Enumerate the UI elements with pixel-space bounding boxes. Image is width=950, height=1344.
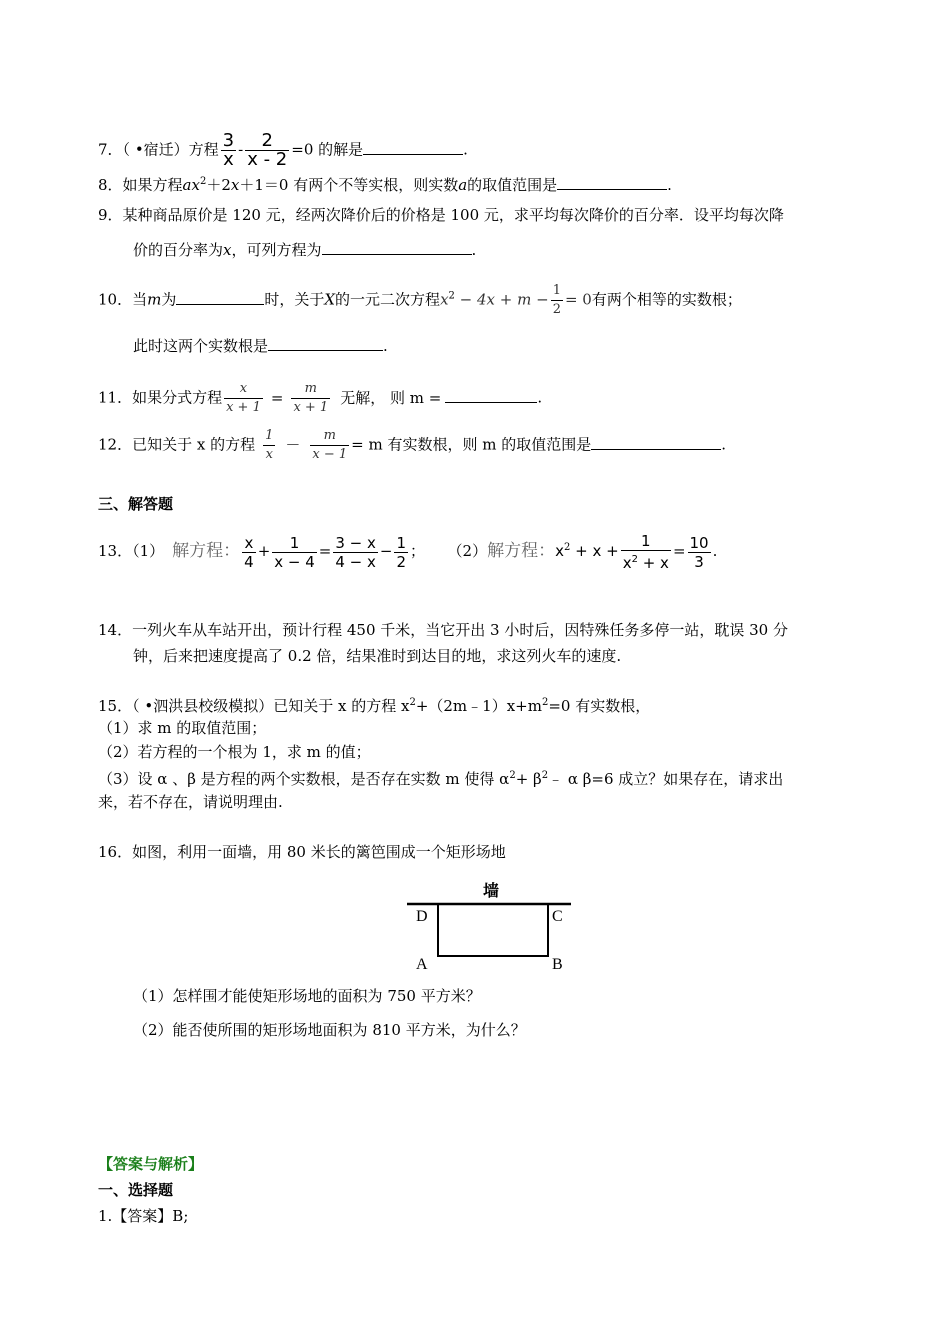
q11-number: 11．如果分式方程 [98,388,223,407]
q15-sub-3a: （3）设 α 、β 是方程的两个实数根，是否存在实数 m 使得 α [98,770,510,788]
q13-g-den [621,551,671,572]
q15-sub-3b: + β [515,770,542,788]
answer-1 [98,1206,188,1226]
q10-eq-b: − 4x + m − [454,290,549,309]
question-12 [98,427,726,464]
q7-f1-den: x [223,149,234,170]
wall-label: 墙 [482,881,500,900]
q13-g-den-b: + x [637,554,669,572]
q10-when: 时，关于 [264,290,325,309]
q13-p1-label: 解方程： [172,541,241,561]
question-10-line-1 [98,282,742,319]
question-14-line-1 [98,620,788,640]
q9-answer-blank[interactable] [322,240,472,255]
q13-h-den: 3 [694,552,704,571]
label-C: C [552,908,563,925]
q11-rest: 无解， 则 m = [340,388,442,407]
q13-p2-label: 解方程： [487,541,556,561]
q12-fraction-1 [263,427,275,464]
q8-rest: ＋1＝0 有两个不等实根，则实数 [239,176,459,194]
q12-end: . [721,435,727,454]
q11-f2-den: x + 1 [293,400,329,415]
q11-end: . [537,388,543,407]
q15-sub-3-sup-1: 2 [509,770,516,781]
q13-b-den: x − 4 [274,552,315,571]
question-8 [98,172,672,195]
q10-var-X: X [324,290,336,309]
q13-d-num: 1 [396,533,407,552]
question-7 [98,132,468,169]
q10-f-den: 2 [552,302,561,317]
q8-sup: 2 [199,176,207,187]
q11-f1-den: x + 1 [226,400,261,415]
q7-suffix: =0 的解是 [291,140,364,159]
q9-line-1: 9．某种商品原价是 120 元，经两次降价后的价格是 100 元，求平均每次降价的百分率．设平均每次降 [98,206,784,224]
q10-eq-text: 的一元二次方程 [335,290,441,309]
question-9-line-2 [133,240,476,260]
q13-g-den-sup: 2 [631,554,638,565]
q15-line-1c: =0 有实数根， [548,697,651,715]
q13-frac-d [394,534,408,571]
q10-number: 10．当 [98,290,148,309]
q8-x: x [230,176,240,194]
q13-b-num: 1 [272,534,317,553]
q12-f2-den: x − 1 [312,447,348,462]
question-15-sub-1 [98,718,266,738]
q7-end: . [463,140,468,159]
q9-end: . [471,241,477,259]
label-A: A [416,956,428,973]
question-9-line-1 [98,205,784,225]
answers-header [98,1154,203,1174]
question-13 [98,532,717,572]
q8-mid: ＋2 [206,176,231,194]
q9-line-2a: 价的百分率为 [133,241,224,259]
q10-answer-blank-1[interactable] [176,290,264,305]
q7-f2-den: x - 2 [247,149,288,170]
q7-number: 7． [98,140,123,159]
answer-1-text: 1.【答案】B; [98,1207,189,1225]
question-15-sub-2 [98,742,371,762]
q10-var-m: m [147,290,162,309]
q7-minus: - [238,140,244,159]
q15-sub-3-cont-text: 来，若不存在，请说明理由. [98,793,283,811]
rectangle-wall-diagram [405,876,575,976]
q13-g-num: 1 [621,532,671,551]
q16-sub-1-text: （1）怎样围才能使矩形场地的面积为 750 平方米？ [133,987,481,1005]
question-15-sub-3 [98,766,783,789]
question-14-line-2 [133,646,621,666]
q7-prefix: （ •宿迁）方程 [122,140,219,159]
q15-sub-3c: ﹣ α β=6 成立？如果存在，请求出 [548,770,784,788]
q10-wei: 为 [161,290,177,309]
q13-e-a: x [555,542,564,560]
q7-fraction-1 [221,132,236,169]
question-16-sub-1 [133,986,481,1006]
q13-g-den-a: x [622,554,632,572]
q9-var-x: x [223,241,232,259]
q13-frac-b [272,534,317,571]
q7-f1-num: 3 [222,130,235,151]
q15-line-1b: +（2m﹣1）x+m [415,697,542,715]
q12-f1-num: 1 [263,427,275,446]
q13-p2-number: （2） [455,542,488,560]
q10-fraction [551,282,563,319]
q12-minus: － [285,435,301,454]
q7-f2-num: 2 [245,132,289,151]
q15-line-1a: 15．（ •泗洪县校级模拟）已知关于 x 的方程 x [98,697,410,715]
q8-var-a: a [458,176,468,194]
question-15-line-1 [98,693,650,716]
q16-sub-2-text: （2）能否使所围的矩形场地面积为 810 平方米，为什么？ [133,1021,526,1039]
q12-number: 12．已知关于 x 的方程 [98,435,256,454]
answers-section-1-text: 一、选择题 [98,1181,174,1199]
q12-f1-den: x [265,447,273,462]
label-D: D [416,908,428,925]
q13-plus: + [257,542,271,560]
q15-sub-3-sup-2: 2 [541,770,549,781]
q16-line-1: 16．如图，利用一面墙，用 80 米长的篱笆围成一个矩形场地 [98,843,506,861]
q11-f2-num: m [291,380,330,399]
q11-fraction-1 [224,380,263,417]
q11-fraction-2 [291,380,330,417]
q10-line-2: 此时这两个实数根是 [133,337,269,355]
section-3-title-text: 三、解答题 [98,495,174,513]
q13-d-den: 2 [396,552,407,571]
q9-line-2b: ，可列方程为 [231,241,322,259]
q13-e-sup: 2 [563,542,571,553]
q10-f-num: 1 [551,282,563,301]
q14-line-2: 钟，后来把速度提高了 0.2 倍，结果准时到达目的地，求这列火车的速度. [133,647,622,665]
q15-sup-1: 2 [409,697,416,708]
q14-line-1: 14．一列火车从车站开出，预计行程 450 千米，当它开出 3 小时后，因特殊任务多停一站，耽误 30 分 [98,621,788,639]
question-16-sub-2 [133,1020,526,1040]
q8-end: . [667,176,672,194]
q13-a-num: x [242,534,256,553]
question-10-line-2 [133,336,388,356]
q10-eq-c: = 0 [564,290,592,309]
q12-rest: = m 有实数根，则 m 的取值范围是 [351,435,592,454]
q10-eq-sup: 2 [448,290,455,302]
q13-eq-2: = [672,542,686,560]
q12-f2-num: m [310,427,349,446]
q13-c-den: 4 − x [335,552,376,571]
answers-header-text: 【答案与解析】 [98,1155,204,1173]
q13-frac-g [621,532,671,572]
q10-rest: 有两个相等的实数根； [591,290,742,309]
q7-answer-blank[interactable] [363,140,463,155]
q8-tail: 的取值范围是 [467,176,558,194]
q13-e-b: + x + [570,542,619,560]
q13-end: . [712,542,718,560]
q11-answer-blank[interactable] [445,388,537,403]
q11-eq: = [270,388,284,407]
q13-eq-1: = [318,542,332,560]
label-B: B [552,956,563,973]
q12-fraction-2 [310,427,349,464]
question-15-sub-3-cont [98,792,283,812]
q10-end: . [383,337,388,355]
answers-section-1 [98,1180,173,1200]
q15-sub-1-text: （1）求 m 的取值范围； [98,719,267,737]
question-11 [98,380,542,417]
q10-eq-a: x [440,290,449,309]
q13-minus: − [379,542,393,560]
q8-ax: ax [182,176,200,194]
q13-frac-h [688,534,711,571]
q13-number: 13．（1） [98,542,165,560]
q13-a-den: 4 [244,552,254,571]
q11-f1-num: x [224,380,263,399]
q13-c-num: 3 − x [335,533,376,552]
q13-h-num: 10 [689,533,709,552]
field-rectangle [438,904,548,956]
q10-answer-blank-2[interactable] [268,336,383,351]
q13-frac-c [333,534,378,571]
q13-sep: ； [410,542,426,560]
section-3-title [98,494,173,514]
q13-frac-a [242,534,256,571]
question-16-line-1 [98,842,506,862]
q15-sub-2-text: （2）若方程的一个根为 1，求 m 的值； [98,743,371,761]
q7-fraction-2 [245,132,289,169]
q8-answer-blank[interactable] [557,175,667,190]
q12-answer-blank[interactable] [591,435,721,450]
q8-number: 8．如果方程 [98,176,183,194]
q15-sup-2: 2 [541,697,549,708]
